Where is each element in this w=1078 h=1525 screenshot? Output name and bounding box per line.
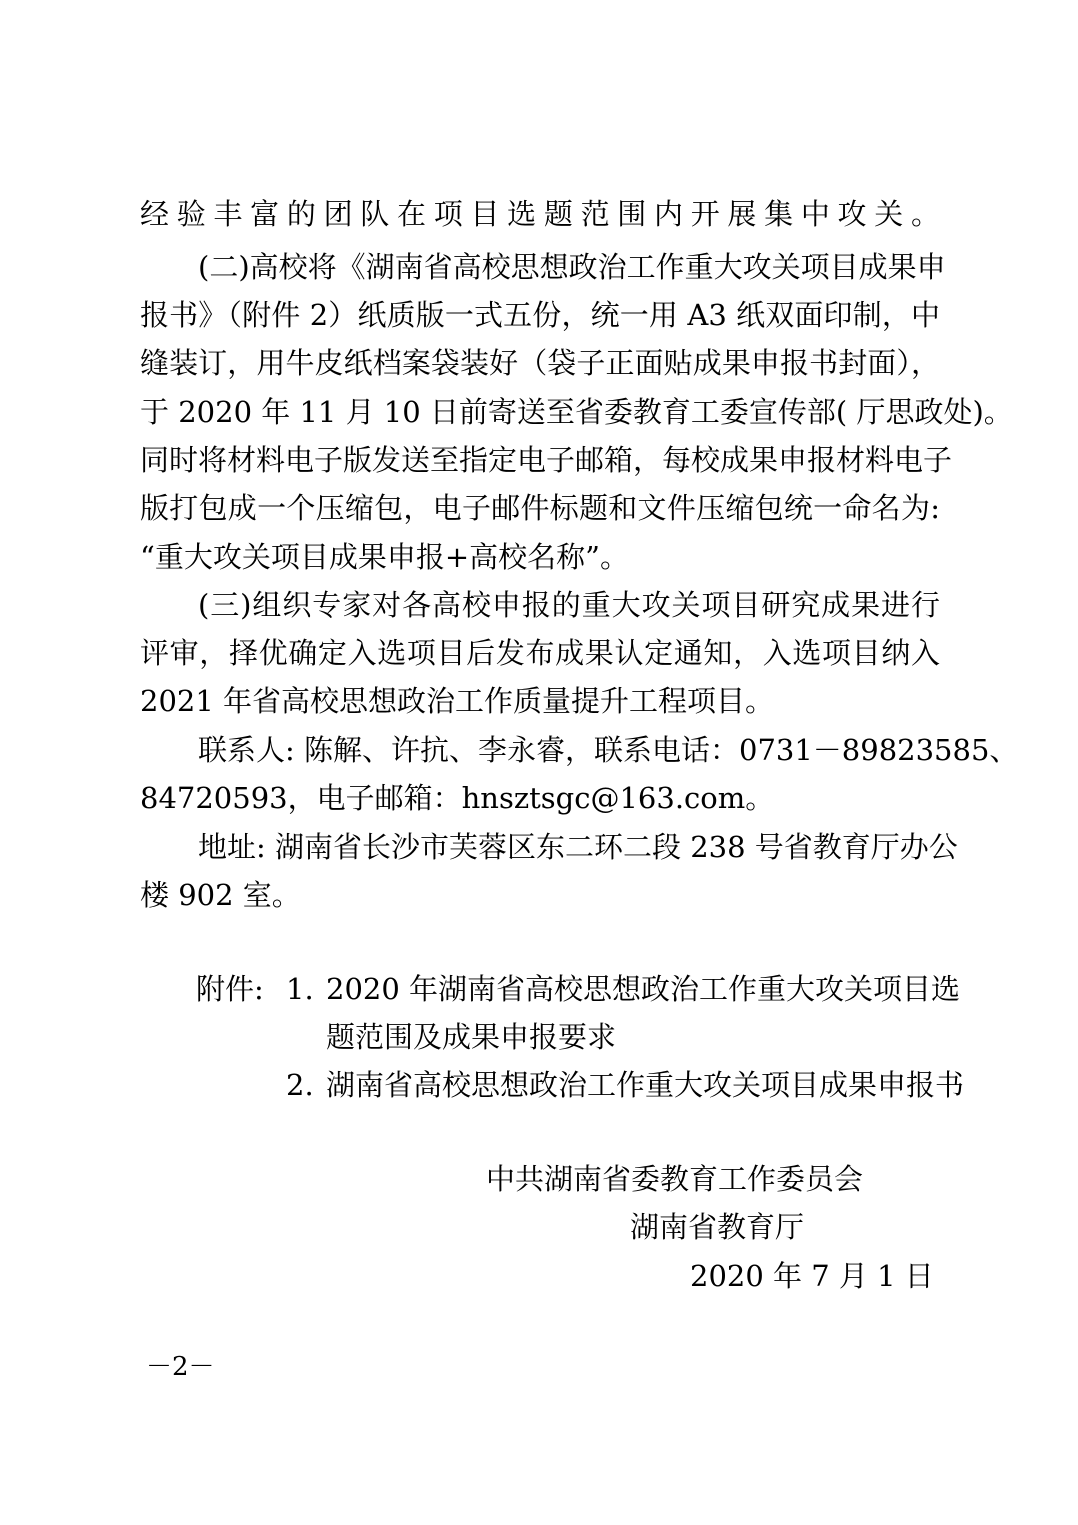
- body-line-14: 地址: 湖南省长沙市芙蓉区东二环二段 238 号省教育厅办公: [198, 830, 958, 864]
- body-line-11: 2021 年省高校思想政治工作质量提升工程项目。: [140, 684, 775, 718]
- body-line-5: 于 2020 年 11 月 10 日前寄送至省委教育工委宣传部( 厅思政处)。: [140, 395, 1013, 429]
- body-line-3: 报书》（附件 2）纸质版一式五份，统一用 A3 纸双面印制，中: [140, 298, 940, 332]
- body-line-10: 评审，择优确定入选项目后发布成果认定通知，入选项目纳入: [140, 636, 940, 670]
- attachment-1-line-2: 题范围及成果申报要求: [326, 1020, 617, 1054]
- signature-org-1: 中共湖南省委教育工作委员会: [486, 1162, 864, 1196]
- body-line-13: 84720593，电子邮箱：hnsztsgc@163.com。: [140, 781, 775, 815]
- body-line-2: (二)高校将《湖南省高校思想政治工作重大攻关项目成果申: [198, 250, 946, 284]
- signature-date: 2020 年 7 月 1 日: [690, 1259, 934, 1293]
- body-line-1: 经验丰富的团队在项目选题范围内开展集中攻关。: [140, 197, 940, 231]
- body-line-6: 同时将材料电子版发送至指定电子邮箱，每校成果申报材料电子: [140, 443, 953, 477]
- attachment-1-line-1: 2020 年湖南省高校思想政治工作重大攻关项目选: [326, 972, 961, 1006]
- attachment-2-number: 2.: [286, 1068, 314, 1102]
- body-line-7: 版打包成一个压缩包，电子邮件标题和文件压缩包统一命名为:: [140, 491, 940, 525]
- body-line-8: “重大攻关项目成果申报+高校名称”。: [140, 540, 629, 574]
- body-line-9: (三)组织专家对各高校申报的重大攻关项目研究成果进行: [198, 588, 940, 622]
- body-line-4: 缝装订，用牛皮纸档案袋装好（袋子正面贴成果申报书封面），: [140, 346, 940, 380]
- signature-org-2: 湖南省教育厅: [630, 1210, 805, 1244]
- body-line-15: 楼 902 室。: [140, 878, 301, 912]
- attachments-label: 附件:: [196, 972, 264, 1006]
- attachment-2-line-1: 湖南省高校思想政治工作重大攻关项目成果申报书: [326, 1068, 965, 1102]
- body-line-12: 联系人: 陈解、许抗、李永睿，联系电话：0731－89823585、: [198, 733, 1019, 767]
- page-number: －2－: [146, 1352, 215, 1382]
- attachment-1-number: 1.: [286, 972, 314, 1006]
